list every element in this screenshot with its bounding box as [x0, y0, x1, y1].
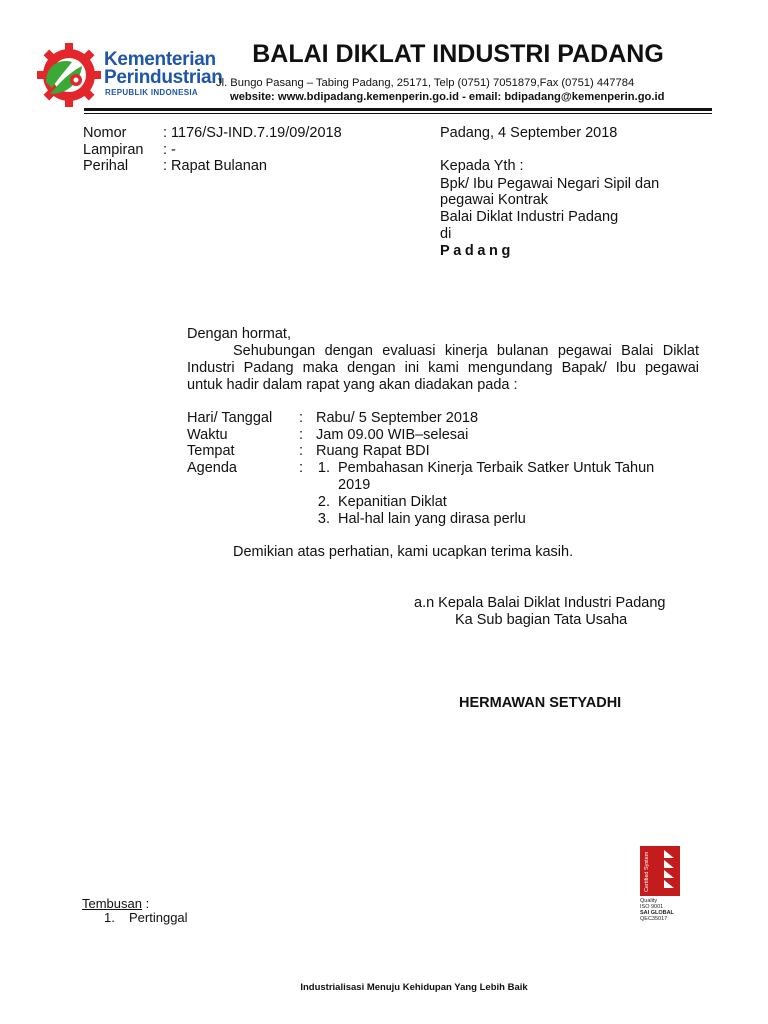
cert-text: Quality	[640, 898, 658, 904]
salutation: Dengan hormat,	[187, 326, 291, 342]
nomor-label: Nomor	[83, 125, 127, 141]
agenda-item-text: Hal-hal lain yang dirasa perlu	[338, 511, 526, 527]
tembusan-label-text: Tembusan	[82, 896, 142, 911]
cert-text: QEC35017	[640, 916, 668, 922]
signature-position: Ka Sub bagian Tata Usaha	[455, 612, 628, 628]
org-website-email: website: www.bdipadang.kemenperin.go.id - email: bdipadang@kemenperin.go.id	[230, 91, 665, 103]
detail-colon: :	[299, 410, 304, 426]
tembusan-item: Pertinggal	[129, 910, 188, 925]
agenda-item-text: Pembahasan Kinerja Terbaik Satker Untuk Tahun	[338, 460, 655, 476]
nomor-value: : 1176/SJ-IND.7.19/09/2018	[163, 125, 342, 141]
detail-value-waktu: Jam 09.00 WIB–selesai	[316, 427, 469, 443]
iso-certified-badge	[640, 846, 680, 896]
kepada-yth: Kepada Yth :	[440, 158, 524, 174]
signature-line: a.n Kepala Balai Diklat Industri Padang	[414, 595, 666, 611]
agenda-item-number: 3.	[317, 511, 330, 527]
tembusan-colon: :	[141, 896, 150, 911]
detail-value-tempat: Ruang Rapat BDI	[316, 443, 430, 459]
agenda-item-number: 1.	[317, 460, 330, 476]
closing-line: Demikian atas perhatian, kami ucapkan terima kasih.	[233, 544, 574, 560]
body-paragraph-line: Sehubungan dengan evaluasi kinerja bulanan pegawai Balai Diklat	[233, 343, 699, 359]
org-name: BALAI DIKLAT INDUSTRI PADANG	[252, 40, 664, 68]
lampiran-label: Lampiran	[83, 142, 144, 158]
detail-colon: :	[299, 427, 304, 443]
detail-label-tempat: Tempat	[187, 443, 235, 459]
recipient-line: Balai Diklat Industri Padang	[440, 209, 619, 225]
letterhead-rule-thick	[84, 108, 712, 111]
cert-text: SAI GLOBAL	[640, 910, 674, 916]
recipient-di: di	[440, 226, 452, 242]
cert-text: ISO 9001	[640, 904, 664, 910]
recipient-line: pegawai Kontrak	[440, 192, 549, 208]
detail-label-waktu: Waktu	[187, 427, 228, 443]
agenda-item-text-cont: 2019	[338, 477, 371, 493]
body-paragraph-line: untuk hadir dalam rapat yang akan diadakan pada :	[187, 377, 518, 393]
detail-colon: :	[299, 460, 304, 476]
recipient-line: Bpk/ Ibu Pegawai Negari Sipil dan	[440, 176, 660, 192]
body-paragraph-line: Industri Padang maka dengan ini kami mengundang Bapak/ Ibu pegawai	[187, 360, 699, 376]
logo-text-kementerian: Kementerian	[104, 49, 216, 70]
tembusan-label	[82, 896, 149, 911]
perihal-label: Perihal	[83, 158, 129, 174]
detail-label-agenda: Agenda	[187, 460, 237, 476]
kemenperin-logo	[36, 42, 102, 108]
tembusan-item-number: 1.	[104, 910, 115, 925]
logo-text-perindustrian: Perindustrian	[104, 67, 223, 88]
lampiran-value: : -	[163, 142, 176, 158]
agenda-item-number: 2.	[317, 494, 330, 510]
place-date: Padang, 4 September 2018	[440, 125, 618, 141]
recipient-city: Padang	[440, 243, 514, 259]
cert-badge-text: Certified System	[644, 851, 650, 892]
letterhead-rule-thin	[84, 113, 712, 114]
signer-name: HERMAWAN SETYADHI	[459, 695, 622, 711]
footer-motto: Industrialisasi Menuju Kehidupan Yang Lebih Baik	[300, 982, 528, 993]
agenda-item-text: Kepanitian Diklat	[338, 494, 447, 510]
perihal-value: : Rapat Bulanan	[163, 158, 267, 174]
detail-label-tanggal: Hari/ Tanggal	[187, 410, 273, 426]
detail-colon: :	[299, 443, 304, 459]
detail-value-tanggal: Rabu/ 5 September 2018	[316, 410, 479, 426]
org-address: Jl. Bungo Pasang – Tabing Padang, 25171, Telp (0751) 7051879,Fax (0751) 447784	[216, 77, 635, 89]
logo-text-republik: REPUBLIK INDONESIA	[105, 88, 198, 97]
